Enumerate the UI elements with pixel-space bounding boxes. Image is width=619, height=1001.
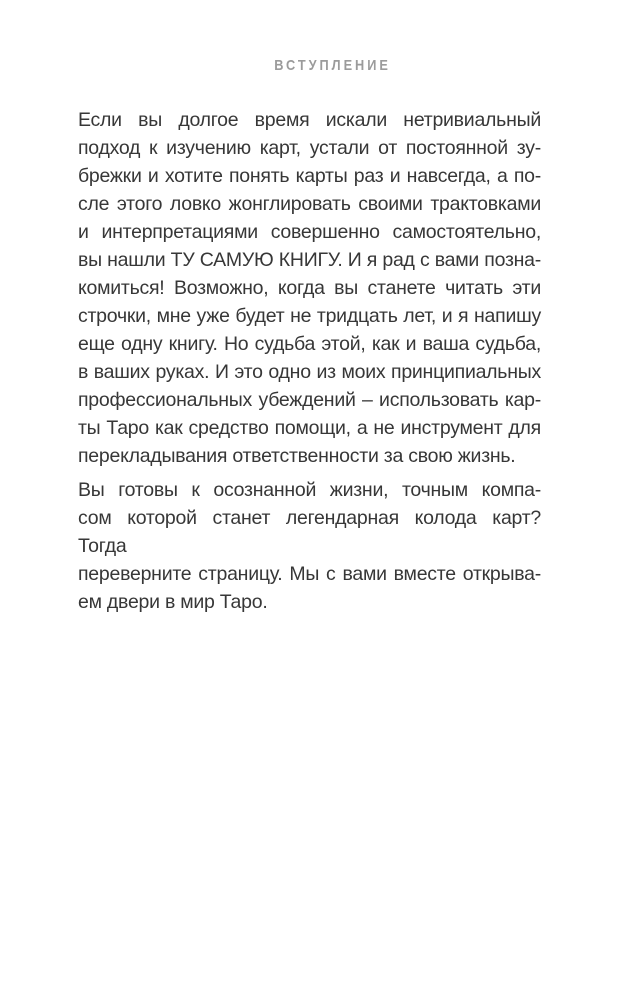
- text-line: комиться! Возможно, когда вы станете читать эти: [78, 277, 541, 299]
- text-line: переверните страницу. Мы с вами вместе открыва-: [78, 563, 541, 585]
- text-line: строчки, мне уже будет не тридцать лет, и я напишу: [78, 305, 541, 327]
- text-line: перекладывания ответственности за свою жизнь.: [78, 445, 516, 467]
- text-line: вы нашли ТУ САМУЮ КНИГУ. И я рад с вами позна-: [78, 249, 541, 271]
- text-line: профессиональных убеждений – использовать кар-: [78, 389, 541, 411]
- text-line: сом которой станет легендарная колода карт? Тогда: [78, 507, 541, 557]
- text-line: Если вы долгое время искали нетривиальный: [78, 109, 541, 131]
- body-text: [78, 106, 541, 616]
- text-line: сле этого ловко жонглировать своими трактовками: [78, 193, 541, 215]
- text-line: ем двери в мир Таро.: [78, 591, 268, 613]
- text-line: и интерпретациями совершенно самостоятельно,: [78, 221, 541, 243]
- paragraph: [78, 106, 541, 470]
- chapter-heading: [23, 56, 619, 76]
- text-line: подход к изучению карт, устали от постоянной зу-: [78, 137, 541, 159]
- text-line: еще одну книгу. Но судьба этой, как и ваша судьба,: [78, 333, 541, 355]
- paragraph: [78, 476, 541, 616]
- text-line: Вы готовы к осознанной жизни, точным компа-: [78, 479, 541, 501]
- chapter-heading-text: ВСТУПЛЕНИЕ: [274, 57, 391, 74]
- text-line: в ваших руках. И это одно из моих принципиальных: [78, 361, 541, 383]
- text-line: ты Таро как средство помощи, а не инструмент для: [78, 417, 541, 439]
- text-line: брежки и хотите понять карты раз и навсегда, а по-: [78, 165, 541, 187]
